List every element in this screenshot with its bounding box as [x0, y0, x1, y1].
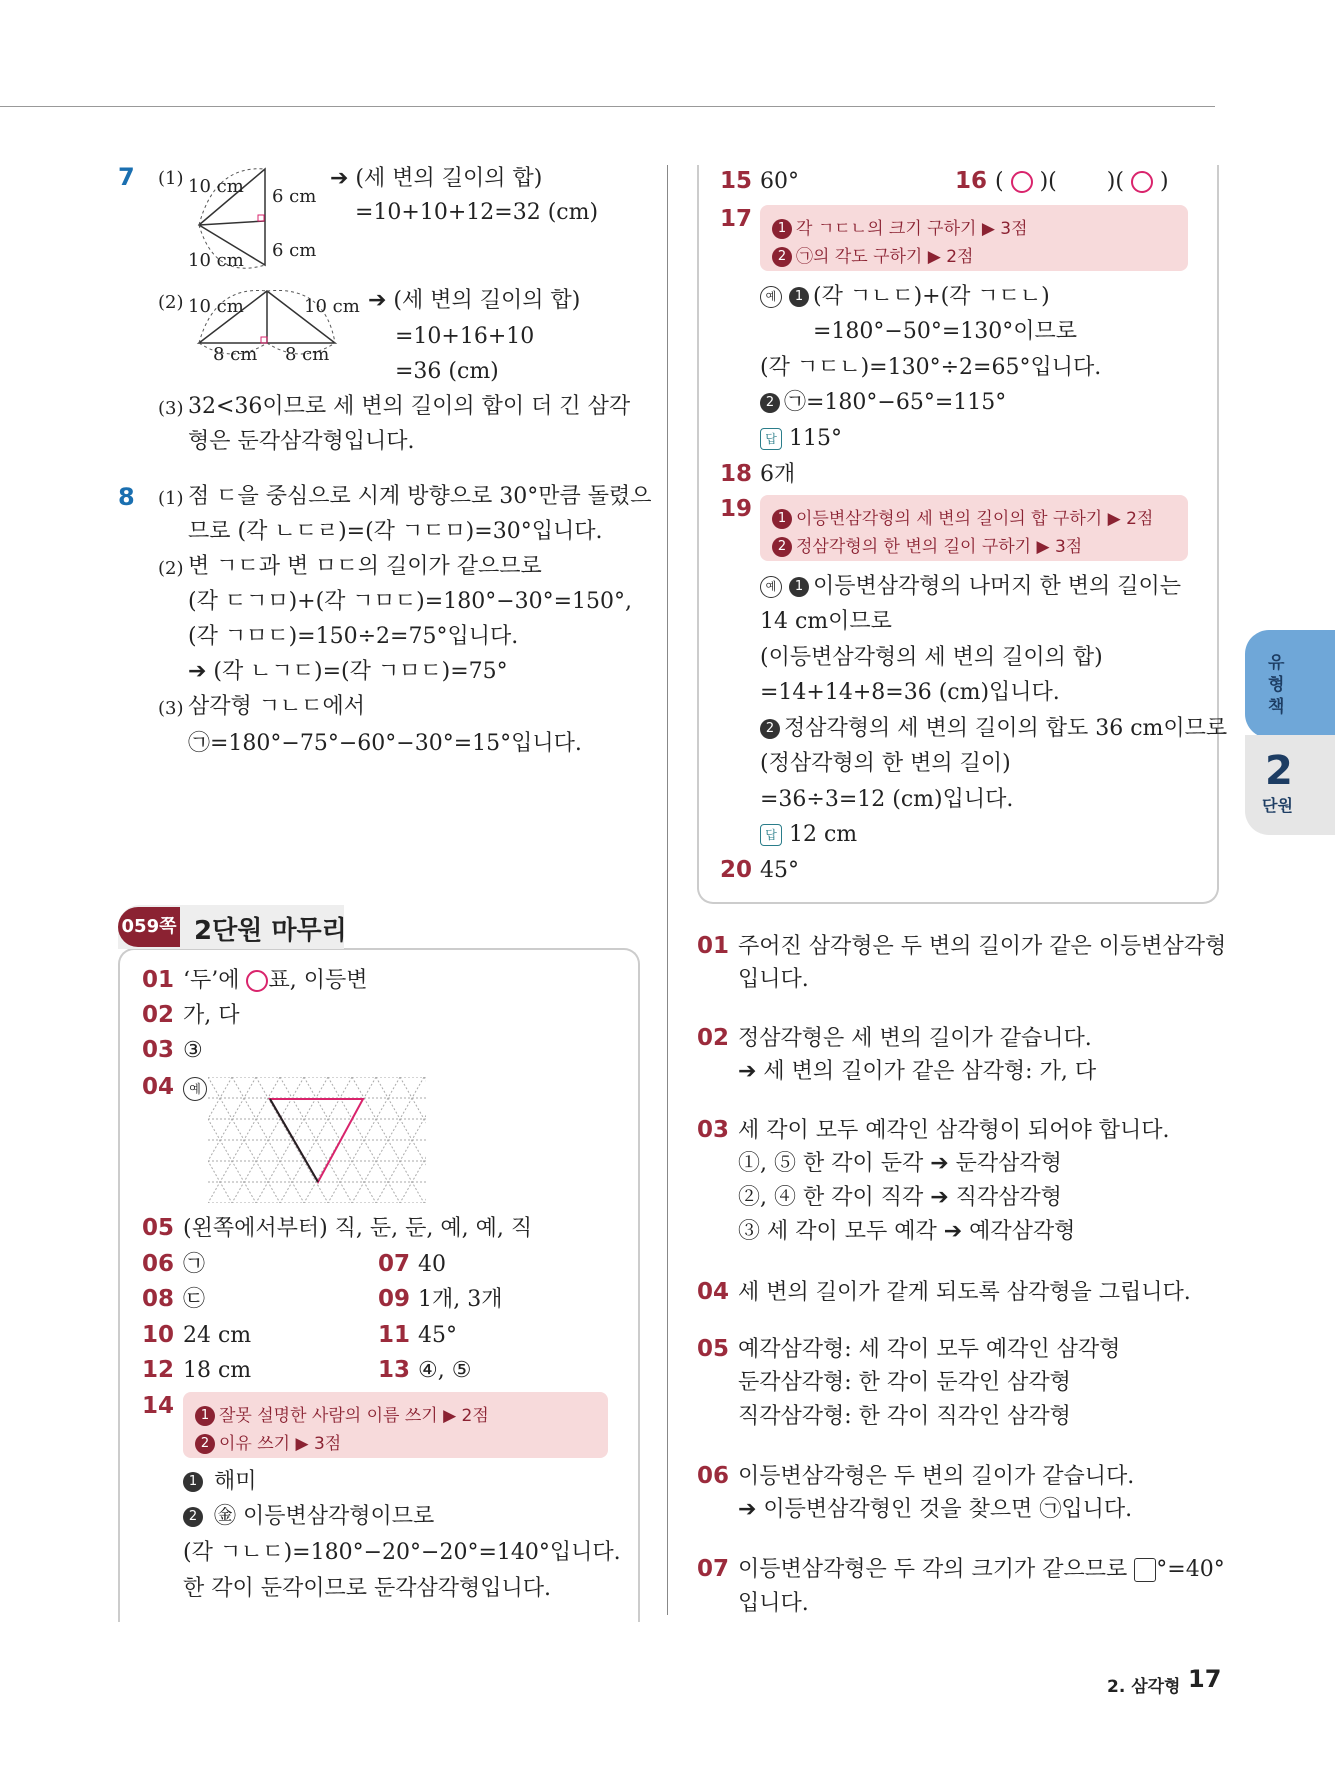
- text-line: 삼각형 ㄱㄴㄷ에서: [188, 694, 366, 719]
- top-rule: [0, 106, 1215, 107]
- answer-text: 115°: [789, 426, 842, 451]
- answer-text: 60°: [760, 169, 799, 194]
- criteria-text: 잘못 설명한 사람의 이름 쓰기 ▶ 2점: [219, 1406, 489, 1426]
- question-number: 8: [118, 483, 135, 511]
- explanation-text: ③ 세 각이 모두 예각 ➔ 예각삼각형: [738, 1219, 1076, 1244]
- answer-text: (각 ㄱㄴㄷ)+(각 ㄱㄷㄴ): [813, 284, 1050, 309]
- paren: )(: [1039, 169, 1057, 194]
- answer-text: 한 각이 둔각이므로 둔각삼각형입니다.: [183, 1576, 552, 1601]
- part-label: (3): [158, 398, 184, 419]
- answer-number: 17: [720, 206, 753, 232]
- text-line: (각 ㄷㄱㅁ)+(각 ㄱㅁㄷ)=180°−30°=150°,: [188, 589, 633, 614]
- step-2-icon: 2: [183, 1507, 203, 1527]
- triangle-grid-figure: [208, 1077, 426, 1203]
- answer-text: =180°−50°=130°이므로: [813, 319, 1078, 344]
- text-line: ➔ (각 ㄴㄱㄷ)=(각 ㄱㅁㄷ)=75°: [188, 659, 508, 684]
- answer-number: 12: [142, 1357, 175, 1383]
- answer-text: =36÷3=12 (cm)입니다.: [760, 787, 1014, 812]
- explanation-number: 06: [697, 1463, 730, 1489]
- answer-text: ③: [183, 1038, 203, 1063]
- explanation-text: 이등변삼각형은 두 변의 길이가 같습니다.: [738, 1464, 1135, 1489]
- explanation-text: 입니다.: [738, 1591, 809, 1616]
- answer-text: ④, ⑤: [418, 1358, 472, 1383]
- answer-number: 01: [142, 967, 175, 993]
- answer-number: 20: [720, 857, 753, 883]
- answer-text: 40: [418, 1252, 446, 1277]
- scoring-criteria: [760, 495, 1188, 561]
- paren: )(: [1106, 169, 1124, 194]
- dim-label: 8 cm: [285, 344, 330, 365]
- text-line: 형은 둔각삼각형입니다.: [188, 429, 415, 454]
- answer-text: 가, 다: [183, 1003, 240, 1028]
- explanation-number: 03: [697, 1117, 730, 1143]
- answer-text: ㉠=180°−65°=115°: [784, 390, 1007, 415]
- answer-text: 24 cm: [183, 1323, 252, 1348]
- explanation-text: 주어진 삼각형은 두 변의 길이가 같은 이등변삼각형: [738, 934, 1227, 959]
- unit-label: 단원: [1262, 796, 1293, 815]
- answer-text: 6개: [760, 462, 796, 487]
- text-line: (각 ㄱㅁㄷ)=150÷2=75°입니다.: [188, 624, 519, 649]
- section-title: 2단원 마무리: [194, 916, 347, 946]
- explanation-number: 01: [697, 933, 730, 959]
- answer-number: 03: [142, 1037, 175, 1063]
- answer-number: 15: [720, 168, 753, 194]
- part-label: (1): [158, 168, 184, 189]
- explanation-text: 세 변의 길이가 같게 되도록 삼각형을 그립니다.: [738, 1280, 1191, 1305]
- text-line: 변 ㄱㄷ과 변 ㅁㄷ의 길이가 같으므로: [188, 554, 542, 579]
- circle-mark-icon: [246, 970, 268, 992]
- dim-label: 8 cm: [213, 344, 258, 365]
- paren: ): [1159, 169, 1169, 194]
- dim-label: 10 cm: [188, 176, 244, 197]
- answer-number: 18: [720, 461, 753, 487]
- answer-text: (왼쪽에서부터) 직, 둔, 둔, 예, 예, 직: [183, 1216, 533, 1241]
- answer-line: [760, 425, 842, 453]
- step-2-icon: 2: [760, 719, 780, 739]
- step-1-icon: 1: [772, 219, 792, 239]
- answer-text: (이등변삼각형의 세 변의 길이의 합): [760, 645, 1103, 670]
- answer-text: =14+14+8=36 (cm)입니다.: [760, 680, 1060, 705]
- step-1-icon: 1: [789, 287, 809, 307]
- text-line: =10+10+12=32 (cm): [355, 200, 599, 225]
- explanation-text: ①, ⑤ 한 각이 둔각 ➔ 둔각삼각형: [738, 1151, 1062, 1176]
- page-number: 17: [1188, 1665, 1222, 1693]
- answer-line: [760, 389, 1006, 417]
- dim-label: 6 cm: [272, 186, 317, 207]
- step-2-icon: 2: [772, 247, 792, 267]
- question-number: 7: [118, 163, 135, 191]
- text-line: 므로 (각 ㄴㄷㄹ)=(각 ㄱㄷㅁ)=30°입니다.: [188, 519, 603, 544]
- answer-number: 02: [142, 1002, 175, 1028]
- explanation-line: [738, 1556, 1225, 1584]
- explanation-text: ➔ 이등변삼각형인 것을 찾으면 ㉠입니다.: [738, 1497, 1133, 1522]
- dim-label: 10 cm: [304, 296, 360, 317]
- dim-label: 10 cm: [188, 250, 244, 271]
- explanation-text: ➔ 세 변의 길이가 같은 삼각형: 가, 다: [738, 1059, 1097, 1084]
- blank-box: [1134, 1558, 1156, 1582]
- unit-number: 2: [1265, 748, 1293, 794]
- text-line: ㉠=180°−75°−60°−30°=15°입니다.: [188, 731, 582, 756]
- text-line: ➔ (세 변의 길이의 합): [330, 166, 543, 191]
- question-7: [118, 163, 135, 191]
- answer-text: 12 cm: [789, 822, 858, 847]
- page-badge: 059쪽: [118, 907, 180, 947]
- explanation-text: 세 각이 모두 예각인 삼각형이 되어야 합니다.: [738, 1118, 1170, 1143]
- answer-number: 04: [142, 1074, 175, 1100]
- answer-text: 1개, 3개: [418, 1287, 503, 1312]
- paren: (: [995, 169, 1004, 194]
- text-line: =36 (cm): [395, 359, 499, 384]
- answer-number: 10: [142, 1322, 175, 1348]
- step-2-icon: 2: [760, 393, 780, 413]
- answer-number: 19: [720, 496, 753, 522]
- answer-text: ㊎ 이등변삼각형이므로: [214, 1504, 435, 1529]
- answer-text: 14 cm이므로: [760, 609, 892, 634]
- part-label: (2): [158, 558, 184, 579]
- criteria-text: 이유 쓰기 ▶ 3점: [219, 1434, 342, 1454]
- answer-line: [760, 821, 857, 849]
- answer-text: (각 ㄱㄷㄴ)=130°÷2=65°입니다.: [760, 355, 1102, 380]
- answer-text: ㉢: [183, 1287, 206, 1312]
- answer-number: 08: [142, 1286, 175, 1312]
- answer-text: ‘두’에 표, 이등변: [183, 968, 368, 993]
- scoring-criteria: [760, 205, 1188, 271]
- example-mark-icon: 예: [183, 1077, 207, 1101]
- answer-text: 18 cm: [183, 1358, 252, 1383]
- answer-mark-icon: 답: [760, 428, 782, 450]
- answer-number: 07: [378, 1251, 411, 1277]
- example-mark-icon: 예: [760, 576, 782, 598]
- criteria-text: 정삼각형의 한 변의 길이 구하기 ▶ 3점: [796, 537, 1083, 557]
- answer-text: (각 ㄱㄴㄷ)=180°−20°−20°=140°입니다.: [183, 1540, 621, 1565]
- explanation-text: 입니다.: [738, 967, 809, 992]
- answer-line: [183, 1503, 434, 1531]
- part-label: (2): [158, 292, 184, 313]
- circle-mark-icon: [1131, 171, 1153, 193]
- example-mark-icon: 예: [760, 286, 782, 308]
- step-2-icon: 2: [195, 1434, 215, 1454]
- answer-text: 정삼각형의 세 변의 길이의 합도 36 cm이므로: [784, 716, 1228, 741]
- answer-number: 16: [955, 168, 988, 194]
- explanation-number: 05: [697, 1336, 730, 1362]
- step-2-icon: 2: [772, 537, 792, 557]
- answer-text: (정삼각형의 한 변의 길이): [760, 751, 1011, 776]
- column-divider: [667, 165, 668, 1615]
- answer-16: [995, 168, 1169, 196]
- answer-number: 09: [378, 1286, 411, 1312]
- explanation-number: 04: [697, 1279, 730, 1305]
- answer-text: 45°: [418, 1323, 457, 1348]
- text-line: 32<36이므로 세 변의 길이의 합이 더 긴 삼각: [188, 394, 631, 419]
- explanation-text: °=40°: [1156, 1557, 1225, 1582]
- answer-text: 이등변삼각형의 나머지 한 변의 길이는: [813, 574, 1182, 599]
- step-1-icon: 1: [772, 509, 792, 529]
- answer-line: [760, 283, 1050, 311]
- answer-line: [183, 1468, 257, 1496]
- answer-line: [760, 573, 1181, 601]
- explanation-text: ②, ④ 한 각이 직각 ➔ 직각삼각형: [738, 1185, 1062, 1210]
- footer-chapter: 2. 삼각형: [1107, 1677, 1181, 1697]
- explanation-text: 정삼각형은 세 변의 길이가 같습니다.: [738, 1026, 1092, 1051]
- circle-mark-icon: [1011, 171, 1033, 193]
- answer-text: ㉠: [183, 1252, 206, 1277]
- dim-label: 10 cm: [188, 296, 244, 317]
- answer-number: 05: [142, 1215, 175, 1241]
- criteria-text: 각 ㄱㄷㄴ의 크기 구하기 ▶ 3점: [796, 219, 1028, 239]
- explanation-text: 예각삼각형: 세 각이 모두 예각인 삼각형: [738, 1337, 1121, 1362]
- answer-number: 13: [378, 1357, 411, 1383]
- step-1-icon: 1: [789, 577, 809, 597]
- explanation-number: 07: [697, 1556, 730, 1582]
- answer-text: 해미: [214, 1469, 257, 1494]
- criteria-text: 이등변삼각형의 세 변의 길이의 합 구하기 ▶ 2점: [796, 509, 1154, 529]
- explanation-text: 이등변삼각형은 두 각의 크기가 같으므로: [738, 1557, 1128, 1582]
- side-tab-label: 유형책: [1268, 653, 1285, 717]
- answer-mark-icon: 답: [760, 824, 782, 846]
- explanation-number: 02: [697, 1025, 730, 1051]
- criteria-text: ㉠의 각도 구하기 ▶ 2점: [796, 247, 974, 267]
- text-line: ➔ (세 변의 길이의 합): [368, 288, 581, 313]
- side-tab-type-book[interactable]: [1245, 630, 1335, 738]
- scoring-criteria: [183, 1392, 608, 1458]
- dim-label: 6 cm: [272, 240, 317, 261]
- part-label: (3): [158, 698, 184, 719]
- step-1-icon: 1: [183, 1472, 203, 1492]
- answer-number: 06: [142, 1251, 175, 1277]
- explanation-text: 둔각삼각형: 한 각이 둔각인 삼각형: [738, 1370, 1071, 1395]
- step-1-icon: 1: [195, 1406, 215, 1426]
- text-line: =10+16+10: [395, 324, 535, 349]
- answer-number: 11: [378, 1322, 411, 1348]
- answer-number: 14: [142, 1393, 175, 1419]
- answer-text: 45°: [760, 858, 799, 883]
- part-label: (1): [158, 488, 184, 509]
- answer-line: [760, 715, 1227, 743]
- explanation-text: 직각삼각형: 한 각이 직각인 삼각형: [738, 1404, 1071, 1429]
- text-line: 점 ㄷ을 중심으로 시계 방향으로 30°만큼 돌렸으: [188, 484, 652, 509]
